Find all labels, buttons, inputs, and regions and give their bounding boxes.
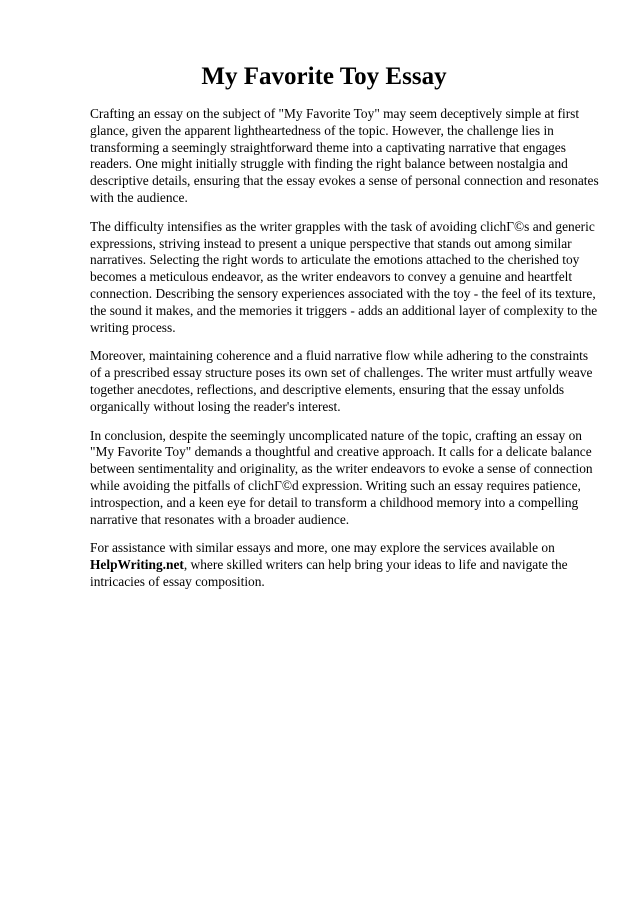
closing-text-before: For assistance with similar essays and more, one may explore the services available on xyxy=(90,540,555,556)
paragraph-intro: Crafting an essay on the subject of "My Favorite Toy" may seem deceptively simple at first glance, given the apparent lightheartedness of the topic. However, the challenge lies in transforming a seemingly straightforward theme into a captivating narrative that engages readers. One might initially struggle with finding the right balance between nostalgia and descriptive details, ensuring that the essay evokes a sense of personal connection and resonates with the audience. xyxy=(90,106,599,205)
paragraph-difficulty: The difficulty intensifies as the writer grapples with the task of avoiding clichΓ©s and generic expressions, striving instead to present a unique perspective that stands out among similar narratives. Selecting the right words to articulate the emotions attached to the cherished toy becomes a meticulous endeavor, as the writer endeavors to convey a genuine and heartfelt connection. Describing the sensory experiences associated with the toy - the feel of its texture, the sound it makes, and the memories it triggers - adds an additional layer of complexity to the writing process. xyxy=(90,218,598,335)
paragraph-closing xyxy=(90,540,600,590)
helpwriting-link[interactable]: HelpWriting.net xyxy=(90,557,184,573)
page-title: My Favorite Toy Essay xyxy=(201,63,447,90)
closing-text-after: , where skilled writers can help bring your ideas to life and navigate the intricacies of essay composition. xyxy=(90,557,568,589)
paragraph-coherence: Moreover, maintaining coherence and a fluid narrative flow while adhering to the constraints of a prescribed essay structure poses its own set of challenges. The writer must artfully weave together anecdotes, reflections, and descriptive elements, ensuring that the essay unfolds organically without losing the reader's interest. xyxy=(90,348,593,414)
paragraph-conclusion: In conclusion, despite the seemingly uncomplicated nature of the topic, crafting an essay on "My Favorite Toy" demands a thoughtful and creative approach. It calls for a delicate balance between sentimentality and originality, as the writer endeavors to evoke a sense of connection while avoiding the pitfalls of clichΓ©d expression. Writing such an essay requires patience, introspection, and a keen eye for detail to transform a childhood memory into a compelling narrative that resonates with a broader audience. xyxy=(90,427,593,527)
